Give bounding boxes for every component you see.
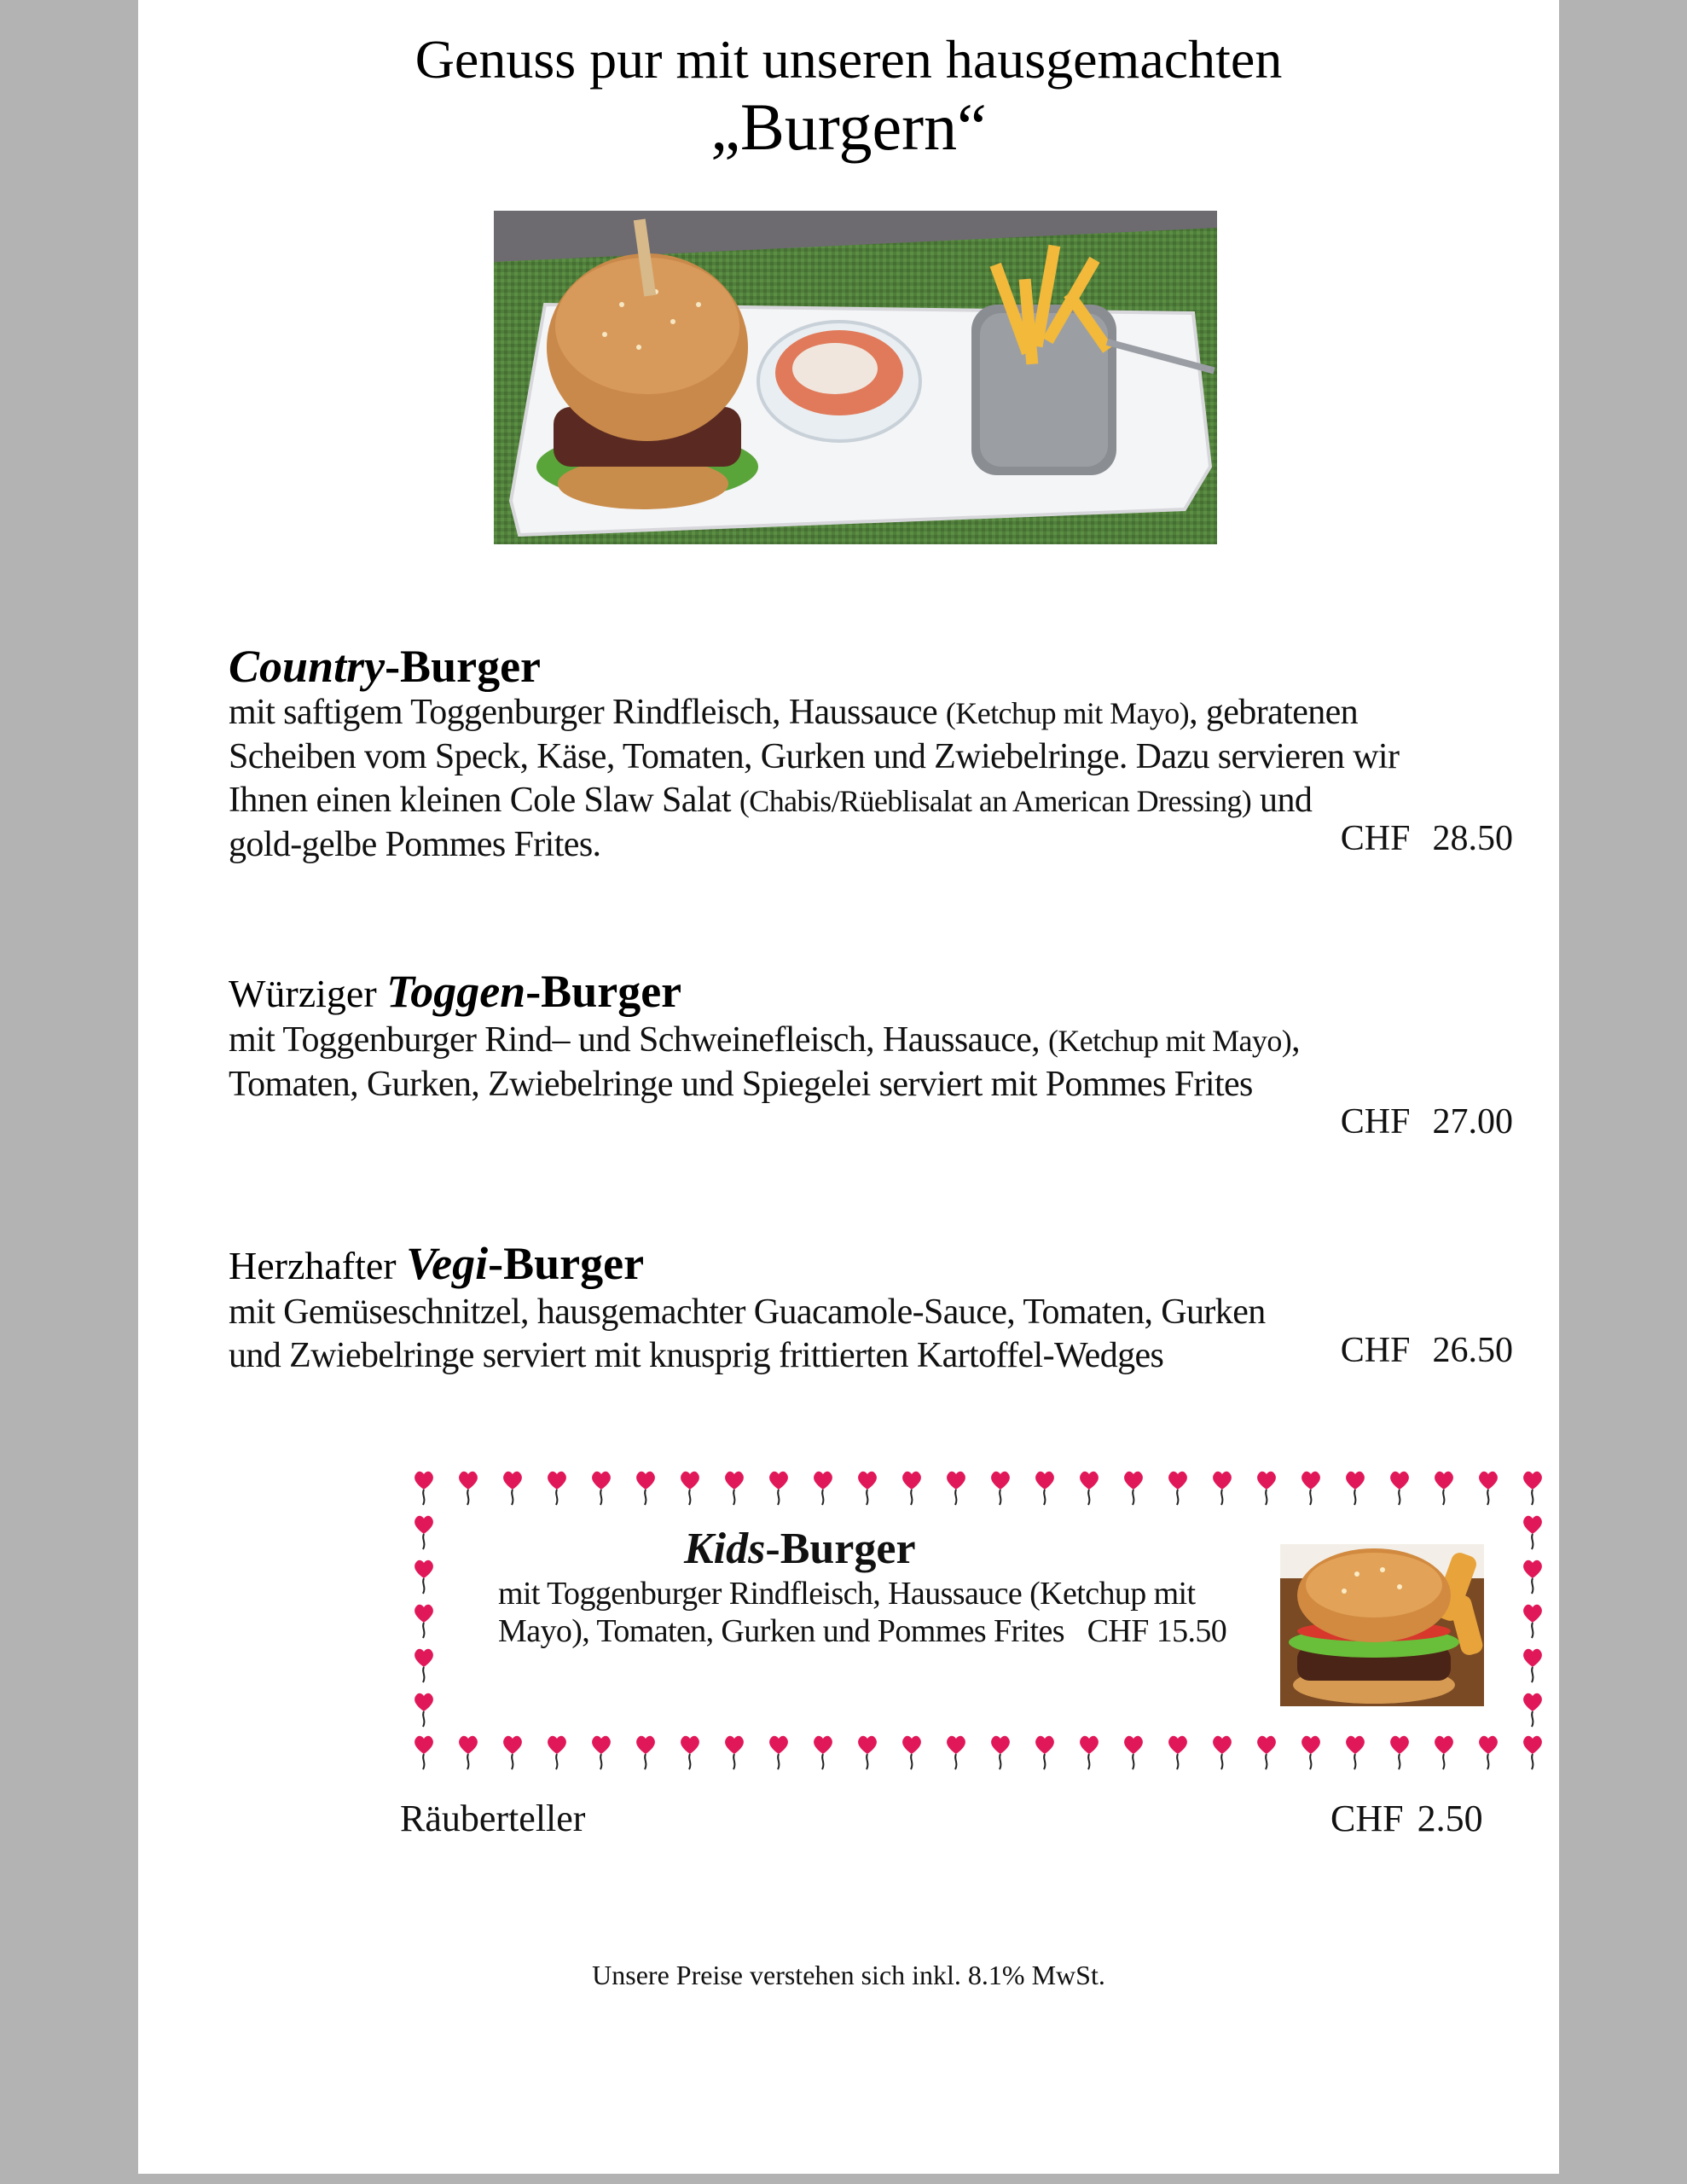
desc-text: gold-gelbe Pommes Frites. (229, 825, 601, 864)
heart-balloon-icon (633, 1467, 658, 1507)
heart-balloon-icon (411, 1556, 437, 1595)
kids-burger-title (684, 1524, 916, 1574)
item-price (1341, 818, 1513, 859)
heart-balloon-icon (1475, 1732, 1501, 1771)
heart-balloon-icon (1520, 1600, 1545, 1640)
desc-text: Tomaten, Gurken, Zwiebelringe und Spiegelei serviert mit Pommes Frites (229, 1065, 1253, 1104)
heart-balloon-icon (455, 1467, 481, 1507)
desc-text: , gebratenen (1189, 693, 1359, 732)
desc-text: und Zwiebelringe serviert mit knusprig frittierten Kartoffel-Wedges (229, 1336, 1164, 1375)
heart-balloon-icon (455, 1732, 481, 1771)
heart-balloon-icon (1342, 1467, 1368, 1507)
kids-burger-photo (1280, 1544, 1484, 1706)
currency: CHF (1340, 1331, 1411, 1370)
heart-balloon-icon (1165, 1467, 1191, 1507)
heart-balloon-icon (1520, 1467, 1545, 1507)
currency: CHF (1087, 1613, 1149, 1649)
heart-balloon-icon (1076, 1467, 1102, 1507)
heart-balloon-icon (1520, 1645, 1545, 1684)
item-price (1341, 1101, 1513, 1142)
item-name-italic: Kids (684, 1525, 766, 1573)
item-description (229, 1019, 1525, 1107)
desc-text: mit Toggenburger Rind– und Schweinefleisch, Haussauce, (229, 1020, 1048, 1060)
heart-balloon-icon (988, 1467, 1013, 1507)
heart-balloon-icon (411, 1645, 437, 1684)
price-value: 27.00 (1432, 1102, 1513, 1141)
desc-note: (Chabis/Rüeblisalat an American Dressing) (739, 784, 1252, 818)
menu-subtitle: „Burgern“ (710, 90, 987, 164)
item-title (229, 1239, 1525, 1291)
item-name-prefix: Herzhafter (229, 1244, 407, 1287)
heart-balloon-icon (1475, 1467, 1501, 1507)
heart-balloon-icon (943, 1467, 969, 1507)
heart-balloon-icon (899, 1467, 925, 1507)
heart-balloon-icon (1387, 1732, 1412, 1771)
item-title (229, 642, 1525, 691)
heart-balloon-icon (1298, 1467, 1324, 1507)
heart-balloon-icon (1520, 1689, 1545, 1728)
heart-balloon-icon (1209, 1467, 1235, 1507)
item-name-suffix: -Burger (488, 1238, 645, 1289)
heart-balloon-icon (1032, 1732, 1058, 1771)
heart-balloon-icon (722, 1467, 747, 1507)
heart-balloon-icon (1121, 1467, 1146, 1507)
heart-balloon-icon (1254, 1467, 1279, 1507)
price-value: 28.50 (1432, 819, 1513, 858)
heart-balloon-icon (411, 1600, 437, 1640)
heart-balloon-icon (500, 1732, 525, 1771)
heart-balloon-icon (500, 1467, 525, 1507)
heart-balloon-icon (677, 1467, 703, 1507)
heart-balloon-icon (1342, 1732, 1368, 1771)
heart-balloon-icon (855, 1467, 880, 1507)
heart-balloon-icon (1121, 1732, 1146, 1771)
heart-balloon-icon (943, 1732, 969, 1771)
heart-balloon-icon (411, 1732, 437, 1771)
menu-page (138, 0, 1559, 2174)
heart-balloon-icon (1209, 1732, 1235, 1771)
item-name-suffix: -Burger (525, 966, 682, 1017)
item-price (1341, 1330, 1513, 1371)
heart-balloon-icon (1520, 1556, 1545, 1595)
raeuberteller-price (1330, 1797, 1483, 1840)
item-name-suffix: -Burger (385, 641, 542, 692)
heart-balloon-icon (411, 1512, 437, 1551)
heart-balloon-icon (766, 1732, 791, 1771)
kids-burger-description (498, 1575, 1226, 1650)
heart-balloon-icon (810, 1467, 836, 1507)
heart-balloon-icon (1032, 1467, 1058, 1507)
heart-balloon-icon (1520, 1732, 1545, 1771)
heart-balloon-icon (411, 1689, 437, 1728)
menu-item-country-burger (229, 642, 1525, 867)
desc-text: mit saftigem Toggenburger Rindfleisch, Haussauce (229, 693, 946, 732)
price-value: 15.50 (1156, 1613, 1227, 1649)
heart-balloon-icon (1165, 1732, 1191, 1771)
item-name-italic: Toggen (386, 966, 526, 1017)
heart-balloon-icon (1431, 1467, 1457, 1507)
item-title (229, 967, 1525, 1019)
desc-text: Mayo), Tomaten, Gurken und Pommes Frites (498, 1613, 1064, 1649)
currency: CHF (1340, 819, 1411, 858)
heart-balloon-icon (1387, 1467, 1412, 1507)
item-description (229, 691, 1525, 867)
desc-text: , (1291, 1020, 1301, 1060)
heart-balloon-icon (411, 1467, 437, 1507)
vat-footnote: Unsere Preise verstehen sich inkl. 8.1% MwSt. (592, 1960, 1105, 1990)
heart-balloon-icon (633, 1732, 658, 1771)
heart-balloon-icon (855, 1732, 880, 1771)
heart-balloon-icon (1431, 1732, 1457, 1771)
heart-balloon-icon (1520, 1512, 1545, 1551)
item-name-italic: Country (229, 641, 386, 692)
desc-text: Ihnen einen kleinen Cole Slaw Salat (229, 781, 739, 820)
item-description (229, 1291, 1525, 1378)
menu-item-vegi-burger (229, 1239, 1525, 1378)
kids-burger-box (266, 1467, 1545, 1783)
heart-balloon-icon (1076, 1732, 1102, 1771)
heart-balloon-icon (588, 1732, 614, 1771)
desc-text: Scheiben vom Speck, Käse, Tomaten, Gurken und Zwiebelringe. Dazu servieren wir (229, 737, 1400, 776)
item-name-suffix: -Burger (765, 1525, 916, 1573)
heart-balloon-icon (988, 1732, 1013, 1771)
price-value: 2.50 (1417, 1798, 1483, 1839)
currency: CHF (1340, 1102, 1411, 1141)
menu-item-toggen-burger (229, 966, 1525, 1141)
heart-balloon-icon (722, 1732, 747, 1771)
menu-title: Genuss pur mit unseren hausgemachten (415, 29, 1283, 90)
heart-balloon-icon (1298, 1732, 1324, 1771)
desc-note: (Ketchup mit Mayo) (1047, 1024, 1292, 1058)
heart-balloon-icon (1254, 1732, 1279, 1771)
desc-note: (Ketchup mit Mayo) (945, 696, 1190, 730)
currency: CHF (1330, 1798, 1404, 1839)
desc-text: mit Gemüseschnitzel, hausgemachter Guacamole-Sauce, Tomaten, Gurken (229, 1292, 1266, 1332)
price-value: 26.50 (1432, 1331, 1513, 1370)
heart-balloon-icon (810, 1732, 836, 1771)
heart-balloon-icon (588, 1467, 614, 1507)
heart-balloon-icon (899, 1732, 925, 1771)
item-name-italic: Vegi (406, 1238, 489, 1289)
heart-balloon-icon (766, 1467, 791, 1507)
heart-balloon-icon (544, 1467, 570, 1507)
desc-text: mit Toggenburger Rindfleisch, Haussauce (Ketchup mit (498, 1576, 1196, 1612)
heart-balloon-icon (677, 1732, 703, 1771)
burger-plate-photo (494, 211, 1217, 544)
item-name-prefix: Würziger (229, 972, 387, 1015)
desc-text: und (1251, 781, 1313, 820)
heart-balloon-icon (544, 1732, 570, 1771)
raeuberteller-name: Räuberteller (400, 1798, 586, 1839)
